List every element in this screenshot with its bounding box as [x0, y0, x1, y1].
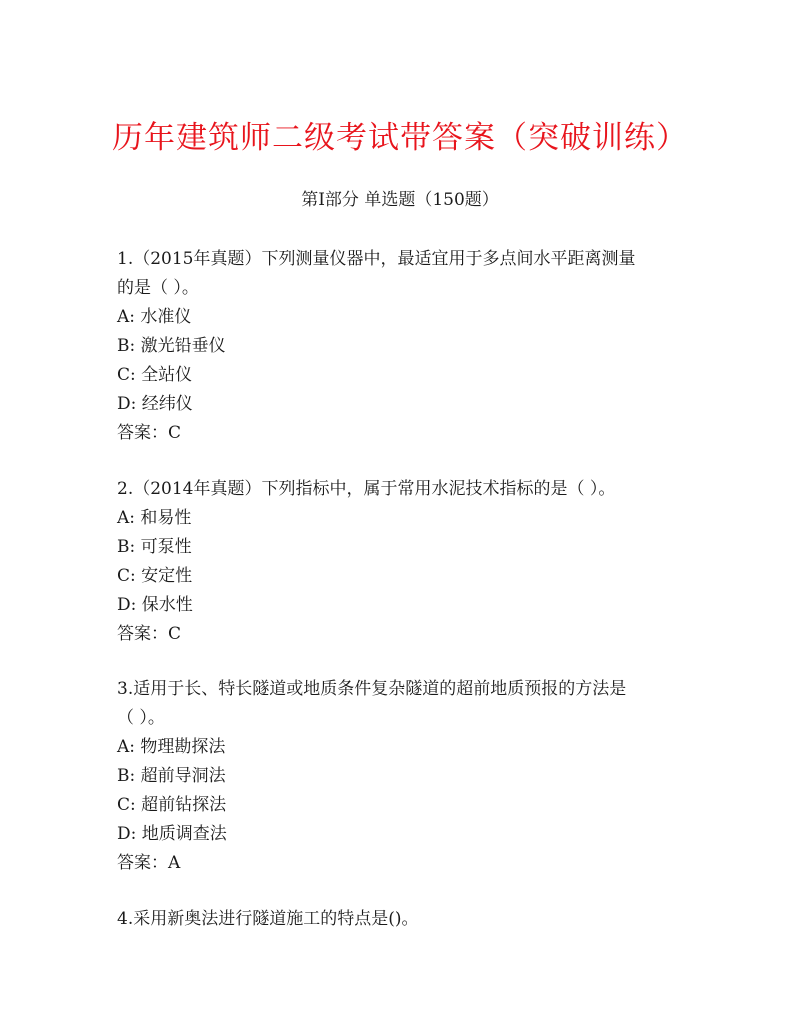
question-2-option-c: C: 安定性 — [117, 566, 193, 586]
question-1-option-b: B: 激光铅垂仪 — [117, 336, 226, 356]
question-2-option-a: A: 和易性 — [117, 508, 192, 528]
question-3-option-a: A: 物理勘探法 — [117, 737, 226, 757]
question-4 — [117, 905, 687, 934]
question-1-option-a: A: 水准仪 — [117, 307, 192, 327]
question-1-option-d: D: 经纬仪 — [117, 394, 193, 414]
question-3-answer: 答案：A — [117, 853, 181, 873]
question-1 — [117, 245, 687, 448]
question-2-stem-line1: 2.（2014年真题）下列指标中，属于常用水泥技术指标的是（ ）。 — [117, 479, 616, 499]
question-1-stem-line2: 的是（ ）。 — [117, 278, 199, 298]
question-2 — [117, 475, 687, 649]
question-3-stem-line1: 3.适用于长、特长隧道或地质条件复杂隧道的超前地质预报的方法是 — [117, 679, 627, 699]
question-3 — [117, 675, 687, 878]
question-2-option-b: B: 可泵性 — [117, 537, 192, 557]
question-3-option-d: D: 地质调查法 — [117, 824, 227, 844]
document-title: 历年建筑师二级考试带答案（突破训练） — [112, 120, 688, 156]
question-3-option-b: B: 超前导洞法 — [117, 766, 226, 786]
question-1-answer: 答案：C — [117, 423, 182, 443]
question-4-stem-line1: 4.采用新奥法进行隧道施工的特点是()。 — [117, 909, 419, 929]
question-2-option-d: D: 保水性 — [117, 595, 193, 615]
question-3-option-c: C: 超前钻探法 — [117, 795, 227, 815]
section-heading: 第Ⅰ部分 单选题（150题） — [301, 190, 499, 210]
question-2-answer: 答案：C — [117, 624, 182, 644]
question-3-stem-line2: （ ）。 — [117, 708, 165, 728]
question-1-stem-line1: 1.（2015年真题）下列测量仪器中，最适宜用于多点间水平距离测量 — [117, 249, 636, 269]
question-1-option-c: C: 全站仪 — [117, 365, 193, 385]
